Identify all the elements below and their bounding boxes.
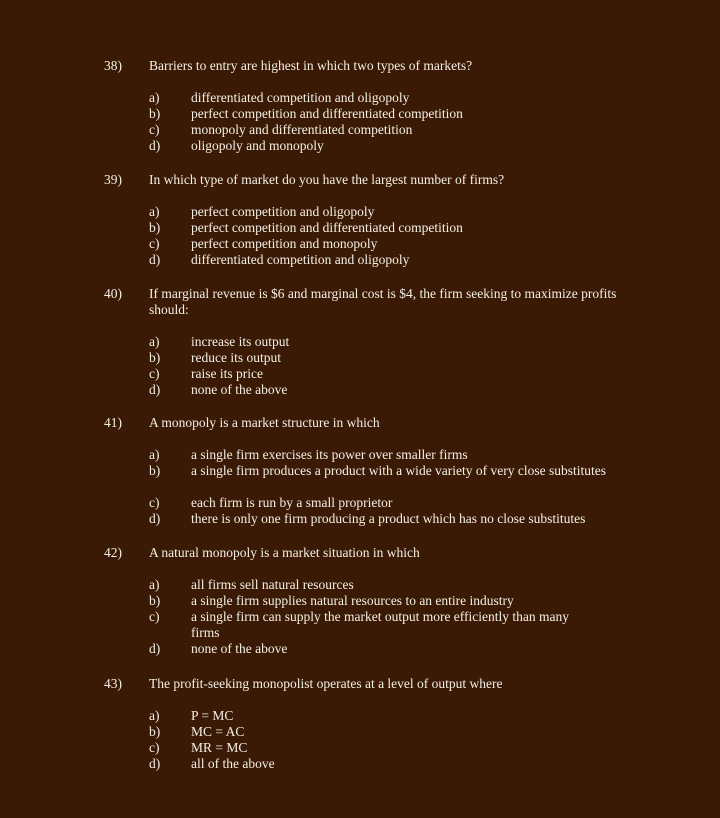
option-a	[0, 90, 720, 106]
option-a	[0, 447, 720, 463]
option-text: reduce its output	[191, 350, 281, 365]
option-text: perfect competition and differentiated competition	[191, 106, 463, 121]
option-text: MC = AC	[191, 724, 245, 739]
question-41-options	[0, 447, 720, 527]
question-40-options	[0, 334, 720, 398]
option-d	[0, 138, 720, 154]
question-text: The profit-seeking monopolist operates at a level of output where	[149, 676, 503, 691]
question-42-options	[0, 577, 720, 657]
option-a	[0, 708, 720, 724]
question-text: If marginal revenue is $6 and marginal cost is $4, the firm seeking to maximize profits should:	[149, 286, 617, 317]
option-b	[0, 106, 720, 122]
question-number: 43)	[104, 676, 122, 691]
question-text: A monopoly is a market structure in which	[149, 415, 380, 430]
option-text: differentiated competition and oligopoly	[191, 90, 410, 105]
option-letter: d)	[149, 382, 161, 397]
option-letter: b)	[149, 106, 161, 121]
option-text: perfect competition and oligopoly	[191, 204, 375, 219]
option-letter: c)	[149, 495, 160, 510]
option-text: differentiated competition and oligopoly	[191, 252, 410, 267]
option-text: a single firm supplies natural resources to an entire industry	[191, 593, 514, 608]
question-43-options	[0, 708, 720, 772]
option-text: a single firm exercises its power over smaller firms	[191, 447, 468, 462]
option-letter: d)	[149, 511, 161, 526]
question-number: 42)	[104, 545, 122, 560]
question-text: A natural monopoly is a market situation in which	[149, 545, 420, 560]
option-d	[0, 756, 720, 772]
option-text: a single firm can supply the market output more efficiently than many firms	[191, 609, 570, 640]
question-text: Barriers to entry are highest in which two types of markets?	[149, 58, 473, 73]
option-d	[0, 641, 720, 657]
option-text: perfect competition and differentiated competition	[191, 220, 463, 235]
option-text: perfect competition and monopoly	[191, 236, 378, 251]
option-text: there is only one firm producing a product which has no close substitutes	[191, 511, 586, 526]
option-letter: c)	[149, 609, 160, 624]
option-letter: b)	[149, 593, 161, 608]
option-letter: a)	[149, 204, 160, 219]
question-number: 41)	[104, 415, 122, 430]
option-c	[0, 122, 720, 138]
option-b	[0, 463, 720, 495]
option-text: all of the above	[191, 756, 275, 771]
question-38-options	[0, 90, 720, 154]
option-c	[0, 495, 720, 511]
option-text: monopoly and differentiated competition	[191, 122, 413, 137]
option-text: MR = MC	[191, 740, 248, 755]
option-b	[0, 220, 720, 236]
option-letter: a)	[149, 577, 160, 592]
option-letter: a)	[149, 708, 160, 723]
option-text: a single firm produces a product with a wide variety of very close substitutes	[191, 463, 607, 478]
option-letter: c)	[149, 236, 160, 251]
option-letter: a)	[149, 334, 160, 349]
option-letter: b)	[149, 724, 161, 739]
option-d	[0, 252, 720, 268]
option-text: raise its price	[191, 366, 263, 381]
option-letter: a)	[149, 90, 160, 105]
option-b	[0, 724, 720, 740]
option-text: none of the above	[191, 382, 288, 397]
option-a	[0, 204, 720, 220]
option-c	[0, 740, 720, 756]
question-number: 39)	[104, 172, 122, 187]
option-text: each firm is run by a small proprietor	[191, 495, 393, 510]
option-text: all firms sell natural resources	[191, 577, 354, 592]
option-letter: b)	[149, 463, 161, 478]
option-d	[0, 382, 720, 398]
option-a	[0, 334, 720, 350]
option-letter: c)	[149, 122, 160, 137]
option-text: none of the above	[191, 641, 288, 656]
option-letter: a)	[149, 447, 160, 462]
option-text: P = MC	[191, 708, 234, 723]
option-text: oligopoly and monopoly	[191, 138, 324, 153]
question-text: In which type of market do you have the largest number of firms?	[149, 172, 505, 187]
question-39-options	[0, 204, 720, 268]
option-letter: b)	[149, 220, 161, 235]
option-text: increase its output	[191, 334, 290, 349]
option-c	[0, 236, 720, 252]
option-letter: b)	[149, 350, 161, 365]
option-letter: d)	[149, 641, 161, 656]
option-b	[0, 350, 720, 366]
option-letter: d)	[149, 138, 161, 153]
option-c	[0, 366, 720, 382]
question-number: 38)	[104, 58, 122, 73]
option-letter: c)	[149, 366, 160, 381]
question-number: 40)	[104, 286, 122, 301]
option-d	[0, 511, 720, 527]
option-c	[0, 609, 720, 641]
option-a	[0, 577, 720, 593]
option-letter: d)	[149, 252, 161, 267]
option-b	[0, 593, 720, 609]
option-letter: d)	[149, 756, 161, 771]
option-letter: c)	[149, 740, 160, 755]
